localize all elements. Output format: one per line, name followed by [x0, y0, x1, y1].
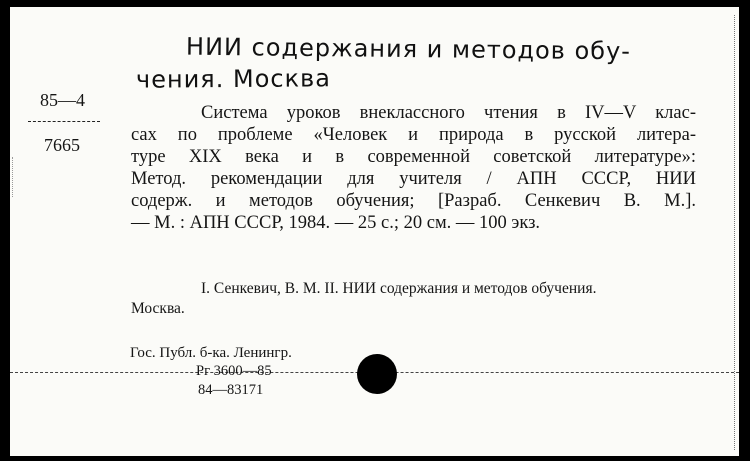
description-line: Метод. рекомендации для учителя / АПН СССР, НИИ — [131, 169, 696, 189]
shelf-cipher-top: 85—4 — [40, 90, 85, 110]
description-line: туре XIX века и в современной советской литературе»: — [131, 147, 696, 167]
shelf-cipher-bottom: 7665 — [44, 135, 80, 155]
punch-hole — [357, 354, 397, 394]
handwritten-heading-line2: чения. Москва — [135, 64, 331, 94]
tracing-line: I. Сенкевич, В. М. II. НИИ содержания и методов обучения. — [201, 280, 597, 297]
library-name: Гос. Публ. б-ка. Ленингр. — [130, 345, 292, 361]
description-line: Система уроков внеклассного чтения в IV—V клас- — [201, 103, 696, 123]
card-number: 84—83171 — [198, 382, 264, 398]
tracing-line: Москва. — [131, 300, 185, 317]
description-line: содерж. и методов обучения; [Разраб. Сенкевич В. М.]. — [131, 191, 696, 211]
cipher-divider — [28, 121, 100, 122]
accession-number: Рг 3600—85 — [196, 363, 272, 379]
card-edge-line — [734, 15, 735, 450]
handwritten-heading-line1: НИИ содержания и методов обу- — [185, 32, 632, 66]
bibliographic-description — [131, 102, 696, 234]
catalog-card — [10, 7, 739, 456]
description-line: — М. : АПН СССР, 1984. — 25 с.; 20 см. — 100 экз. — [131, 213, 541, 233]
description-line: сах по проблеме «Человек и природа в русской литера- — [131, 125, 696, 145]
tracings — [131, 279, 721, 319]
card-edge-line-left — [12, 157, 13, 197]
